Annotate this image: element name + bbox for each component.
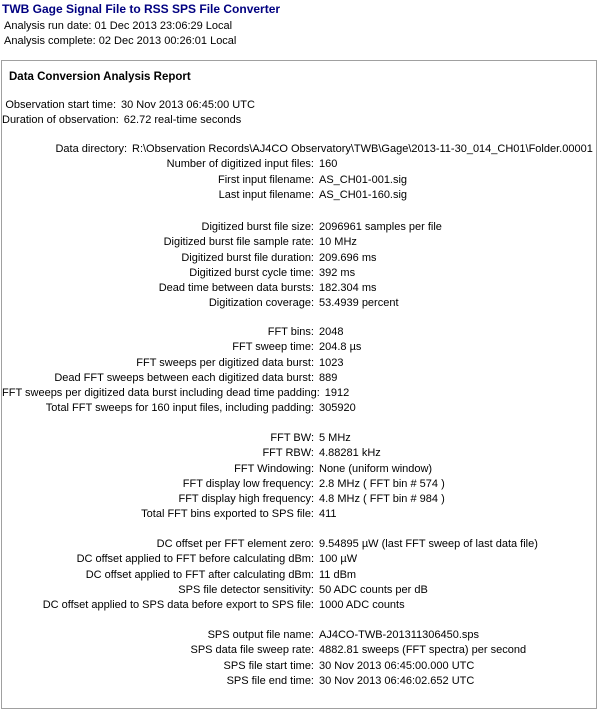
report-row bbox=[2, 188, 595, 203]
row-label: FFT display low frequency: bbox=[182, 477, 314, 490]
row-value: 4.88281 kHz bbox=[319, 447, 381, 460]
row-label: Data directory: bbox=[55, 143, 127, 155]
report-row bbox=[2, 628, 595, 643]
row-value: 1912 bbox=[324, 387, 350, 400]
row-value: 62.72 real-time seconds bbox=[123, 114, 242, 127]
row-label: DC offset per FFT element zero: bbox=[156, 538, 314, 550]
row-label: SPS file end time: bbox=[226, 674, 314, 687]
row-value: 182.304 ms bbox=[319, 282, 377, 295]
report-row bbox=[2, 340, 595, 355]
row-label: FFT RBW: bbox=[262, 447, 314, 460]
report-row bbox=[2, 235, 595, 250]
report-row bbox=[2, 281, 595, 296]
row-label: Total FFT bins exported to SPS file: bbox=[141, 508, 314, 521]
report-row bbox=[2, 552, 595, 567]
row-value: 53.4939 percent bbox=[319, 297, 399, 310]
row-value: 2096961 samples per file bbox=[319, 221, 442, 233]
row-value: 100 µW bbox=[319, 553, 358, 566]
report-row bbox=[2, 296, 595, 311]
row-value: 11 dBm bbox=[319, 568, 357, 581]
report-row bbox=[2, 537, 595, 552]
report-group-digitized-burst bbox=[2, 220, 595, 312]
report-row bbox=[2, 598, 595, 613]
report-group-observation bbox=[2, 98, 595, 129]
row-value: 30 Nov 2013 06:46:02.652 UTC bbox=[319, 674, 475, 687]
report-heading: Data Conversion Analysis Report bbox=[9, 71, 191, 83]
row-value: 160 bbox=[319, 158, 338, 171]
row-value: 392 ms bbox=[319, 266, 356, 279]
report-row bbox=[2, 431, 595, 446]
row-label: Digitized burst file sample rate: bbox=[163, 236, 314, 249]
row-label: FFT display high frequency: bbox=[178, 493, 314, 506]
report-row bbox=[2, 568, 595, 583]
row-value: 204.8 µs bbox=[319, 341, 362, 354]
row-label: Dead time between data bursts: bbox=[158, 282, 314, 295]
row-value: None (uniform window) bbox=[319, 462, 433, 475]
report-group-sps-output bbox=[2, 628, 595, 689]
row-label: FFT bins: bbox=[267, 326, 314, 338]
report-row bbox=[2, 674, 595, 689]
row-label: First input filename: bbox=[218, 173, 314, 186]
report-row bbox=[2, 492, 595, 507]
row-label: DC offset applied to SPS data before export to SPS file: bbox=[42, 599, 314, 612]
row-label: SPS output file name: bbox=[207, 629, 314, 641]
report-row bbox=[2, 386, 595, 401]
analysis-complete: Analysis complete: 02 Dec 2013 00:26:01 Local bbox=[4, 35, 237, 47]
row-label: Observation start time: bbox=[5, 99, 116, 111]
report-row bbox=[2, 325, 595, 340]
report-row bbox=[2, 142, 595, 157]
report-row bbox=[2, 266, 595, 281]
row-label: FFT BW: bbox=[270, 432, 314, 444]
row-value: 30 Nov 2013 06:45:00.000 UTC bbox=[319, 659, 475, 672]
row-label: DC offset applied to FFT after calculating dBm: bbox=[85, 568, 314, 581]
row-label: FFT sweeps per digitized data burst including dead time padding: bbox=[2, 387, 320, 400]
report-row bbox=[2, 157, 595, 172]
row-label: Total FFT sweeps for 160 input files, including padding: bbox=[45, 402, 314, 415]
report-row bbox=[2, 659, 595, 674]
row-label: SPS file detector sensitivity: bbox=[178, 583, 314, 596]
report-row bbox=[2, 462, 595, 477]
report-group-fft-sweeps bbox=[2, 325, 595, 417]
row-value: 2.8 MHz ( FFT bin # 574 ) bbox=[319, 477, 445, 490]
row-label: Digitized burst cycle time: bbox=[189, 266, 314, 279]
row-label: Digitized burst file duration: bbox=[181, 251, 314, 264]
row-value: 1000 ADC counts bbox=[319, 599, 405, 612]
row-value: 2048 bbox=[319, 326, 344, 338]
row-value: 889 bbox=[319, 371, 338, 384]
report-row bbox=[2, 446, 595, 461]
row-value: 9.54895 µW (last FFT sweep of last data file) bbox=[319, 538, 538, 550]
report-group-fft-bandwidth bbox=[2, 431, 595, 523]
row-label: Dead FFT sweeps between each digitized data burst: bbox=[54, 371, 314, 384]
report-row bbox=[2, 113, 595, 128]
row-label: DC offset applied to FFT before calculating dBm: bbox=[76, 553, 314, 566]
report-row bbox=[2, 477, 595, 492]
report-row bbox=[2, 251, 595, 266]
row-label: SPS file start time: bbox=[223, 659, 314, 672]
report-row bbox=[2, 507, 595, 522]
row-value: 30 Nov 2013 06:45:00 UTC bbox=[121, 99, 255, 111]
row-value: 209.696 ms bbox=[319, 251, 377, 264]
analysis-run-date: Analysis run date: 01 Dec 2013 23:06:29 Local bbox=[4, 20, 233, 32]
report-row bbox=[2, 356, 595, 371]
report-group-input-files bbox=[2, 142, 595, 203]
row-label: Digitization coverage: bbox=[208, 297, 314, 310]
report-group-dc-offset bbox=[2, 537, 595, 613]
row-label: Last input filename: bbox=[218, 188, 314, 201]
row-label: SPS data file sweep rate: bbox=[190, 644, 314, 657]
report-row bbox=[2, 371, 595, 386]
report-row bbox=[2, 401, 595, 416]
report-row bbox=[2, 643, 595, 658]
row-value: 4882.81 sweeps (FFT spectra) per second bbox=[319, 644, 527, 657]
row-label: Digitized burst file size: bbox=[201, 221, 314, 233]
row-label: FFT sweep time: bbox=[232, 341, 314, 354]
row-value: 4.8 MHz ( FFT bin # 984 ) bbox=[319, 493, 445, 506]
row-label: Duration of observation: bbox=[2, 114, 119, 127]
row-value: AS_CH01-001.sig bbox=[319, 173, 408, 186]
report-row bbox=[2, 583, 595, 598]
row-value: R:\Observation Records\AJ4CO Observatory\TWB\Gage\2013-11-30_014_CH01\Folder.00001 bbox=[132, 143, 593, 155]
report-row bbox=[2, 173, 595, 188]
row-value: AJ4CO-TWB-201311306450.sps bbox=[319, 629, 479, 641]
row-value: 411 bbox=[319, 508, 337, 521]
report-row bbox=[2, 220, 595, 235]
row-label: Number of digitized input files: bbox=[166, 158, 314, 171]
app-title: TWB Gage Signal File to RSS SPS File Converter bbox=[2, 2, 281, 16]
row-value: 50 ADC counts per dB bbox=[319, 583, 428, 596]
row-value: 10 MHz bbox=[319, 236, 357, 249]
row-value: 1023 bbox=[319, 356, 344, 369]
row-label: FFT sweeps per digitized data burst: bbox=[136, 356, 314, 369]
report-panel bbox=[1, 60, 597, 709]
row-label: FFT Windowing: bbox=[234, 462, 314, 475]
row-value: 5 MHz bbox=[319, 432, 351, 444]
report-row bbox=[2, 98, 595, 113]
row-value: AS_CH01-160.sig bbox=[319, 188, 408, 201]
row-value: 305920 bbox=[319, 402, 356, 415]
